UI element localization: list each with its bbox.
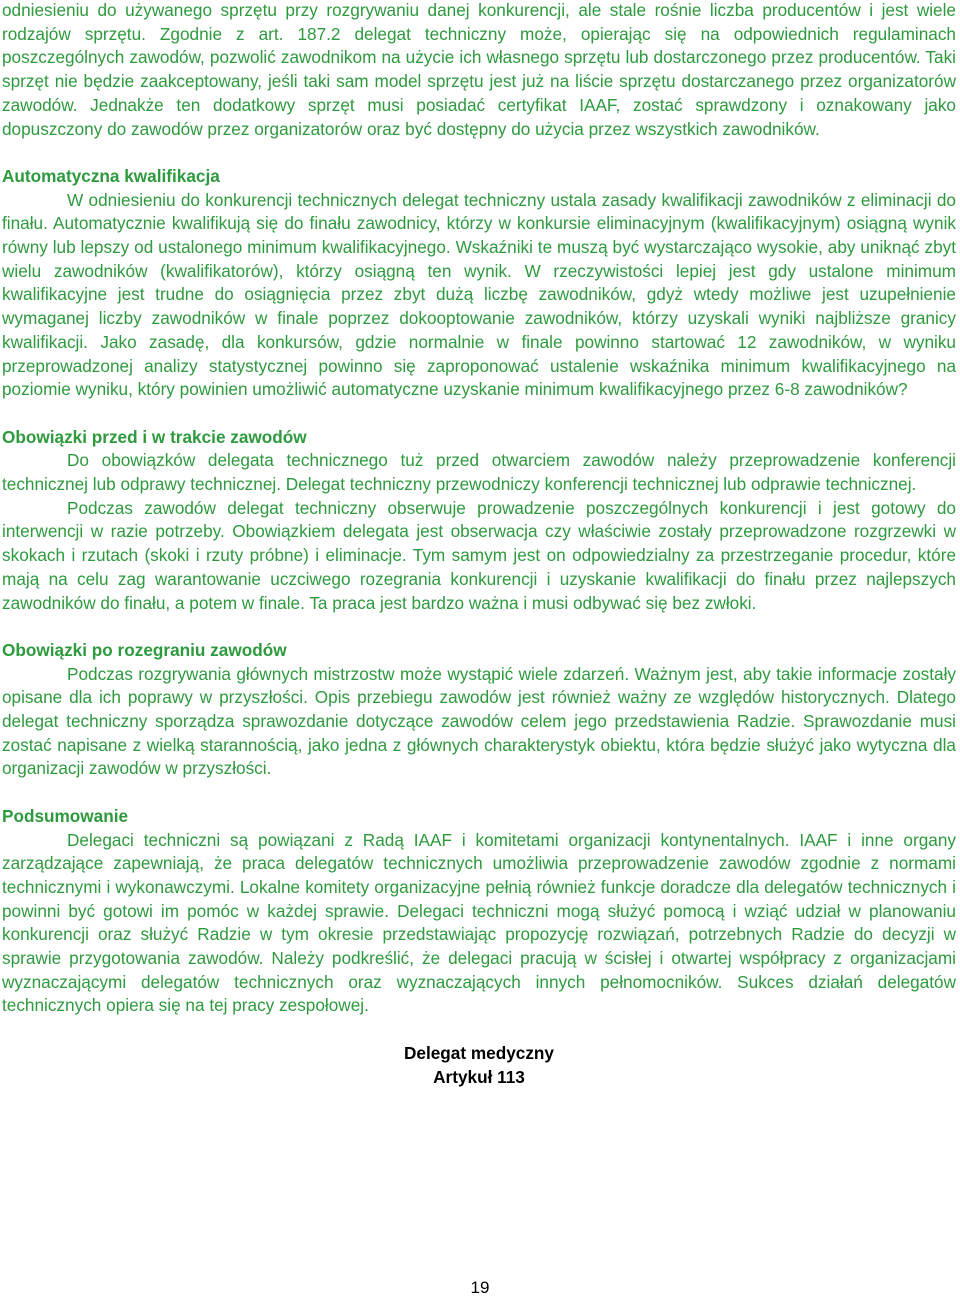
next-article-number: Artykuł 113: [433, 1066, 525, 1087]
intro-paragraph: odniesieniu do używanego sprzętu przy rozgrywaniu danej konkurencji, ale stale rośnie liczba producentów i jest wiele rodzajów sprzętu. Zgodnie z art. 187.2 delegat techniczny może, opierając się na odpowiednich regulaminach poszczególnych zawodów, pozwolić zawodnikom na użycie ich własnego sprzętu lub dostarczonego przez producentów. Taki sprzęt nie będzie zaakceptowany, jeśli taki sam model sprzętu jest już na liście sprzętu dostarczanego przez organizatorów zawodów. Jednakże ten dodatkowy sprzęt musi posiadać certyfikat IAAF, zostać sprawdzony i oznakowany jako dopuszczony do zawodów przez organizatorów oraz być dostępny do użycia przez wszystkich zawodników.: [2, 0, 956, 139]
paragraph-po: Podczas rozgrywania głównych mistrzostw może wystąpić wiele zdarzeń. Ważnym jest, aby takie informacje zostały opisane dla ich poprawy w przyszłości. Opis przebiegu zawodów jest również ważny ze względów historycznych. Dlatego delegat techniczny sporządza sprawozdanie dotyczące zawodów celem jego przedstawienia Radzie. Sprawozdanie musi zostać napisane z wielką starannością, jako jedna z głównych charakterystyk obiektu, która będzie służyć jako wytyczna dla organizacji zawodów w przyszłości.: [2, 663, 956, 779]
heading-automatyczna-kwalifikacja: Automatyczna kwalifikacja: [2, 165, 220, 186]
heading-obowiazki-przed: Obowiązki przed i w trakcie zawodów: [2, 426, 307, 447]
paragraph-przed-1: Do obowiązków delegata technicznego tuż przed otwarciem zawodów należy przeprowadzenie konferencji technicznej lub odprawy technicznej. Delegat techniczny przewodniczy konferencji technicznej lub odprawie technicznej.: [2, 450, 956, 495]
paragraph-przed-2: Podczas zawodów delegat techniczny obserwuje prowadzenie poszczególnych konkurencji i jest gotowy do interwencji w razie potrzeby. Obowiązkiem delegata jest obserwacja czy właściwie zostały przeprowadzone rozgrzewki w skokach i rzutach (skoki i rzuty próbne) i eliminacje. Tym samym jest on odpowiedzialny za przestrzeganie procedur, które mają na celu zag warantowanie uczciwego rozegrania konkurencji i uzyskanie kwalifikacji do finału przez najlepszych zawodników do finału, a potem w finale. Ta praca jest bardzo ważna i musi odbywać się bez zwłoki.: [2, 497, 956, 613]
paragraph-kwalifikacja: W odniesieniu do konkurencji technicznych delegat techniczny ustala zasady kwalifikacji zawodników z eliminacji do finału. Automatycznie kwalifikują się do finału zawodnicy, którzy w konkursie eliminacyjnym (kwalifikacyjnym) osiągną wynik równy lub lepszy od ustalonego minimum kwalifikacyjnego. Wskaźniki te muszą być wystarczająco wysokie, aby uniknąć zbyt wielu zawodników (kwalifikatorów), którzy osiągną ten wynik. W rzeczywistości lepiej jest gdy ustalone minimum kwalifikacyjne jest trudne do osiągnięcia przez zbyt dużą liczbę zawodników, gdyż wtedy możliwe jest uzupełnienie wymaganej liczby zawodników w finale poprzez dokooptowanie zawodników, którzy uzyskali wyniki najbliższe granicy kwalifikacji. Jako zasadę, dla konkursów, gdzie normalnie w finale powinno startować 12 zawodników, w wyniku przeprowadzonej analizy statystycznej powinno się zaproponować ustalenie wskaźnika minimum kwalifikacyjnego na poziomie wyniku, który powinien umożliwić automatyczne uzyskanie minimum kwalifikacyjnego przez 6-8 zawodników?: [2, 189, 956, 400]
heading-podsumowanie: Podsumowanie: [2, 805, 129, 826]
next-article-title: Delegat medyczny: [404, 1042, 554, 1063]
heading-obowiazki-po: Obowiązki po rozegraniu zawodów: [2, 639, 287, 660]
paragraph-podsumowanie: Delegaci techniczni są powiązani z Radą IAAF i komitetami organizacji kontynentalnych. IAAF i inne organy zarządzające zapewniają, że praca delegatów technicznych umożliwia przeprowadzenie zawodów zgodnie z normami technicznymi i wykonawczymi. Lokalne komitety organizacyjne pełnią również funkcje doradcze dla delegatów technicznych i powinni być gotowi im pomóc w każdej sprawie. Delegaci techniczni mogą służyć pomocą i wziąć udział w planowaniu konkurencji oraz służyć Radzie w tym okresie przedstawiając propozycję rozwiązań, potrzebnych Radzie do decyzji w sprawie przygotowania zawodów. Należy podkreślić, że delegaci pracują w ścisłej i otwartej współpracy z organizacjami wyznaczającymi delegatów technicznych oraz wyznaczających innych pełnomocników. Sukces działań delegatów technicznych opiera się na tej pracy zespołowej.: [2, 829, 956, 1016]
page-number: 19: [470, 1278, 490, 1297]
